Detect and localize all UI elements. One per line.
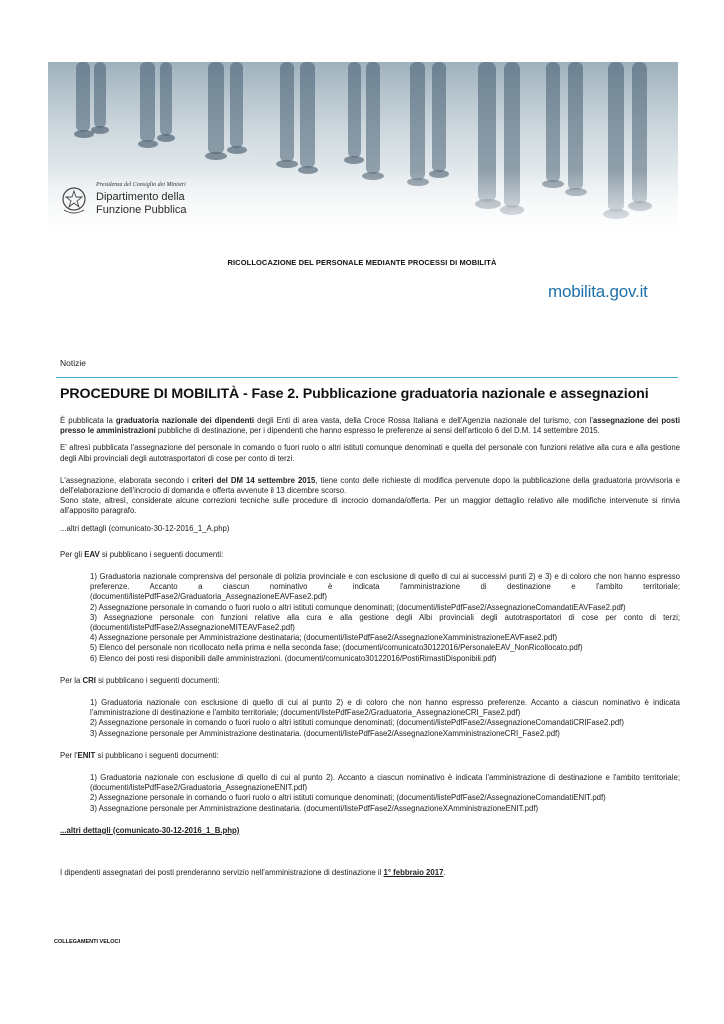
- list-item[interactable]: 3) Assegnazione personale con funzioni relative alla cura e alla gestione degli Albi provinciali degli autotrasportatori di cose per conto di terzi; (documenti/listePdfFase2/AssegnazioneMITEAVFase2.pdf): [90, 612, 680, 633]
- paragraph-3: L'assegnazione, elaborata secondo i criteri del DM 14 settembre 2015, tiene conto delle richieste di modifica pervenute dopo la pubblicazione della graduatoria provvisoria e dell'elaborazione dell'incrocio di domanda e offerta avvenute il 13 dicembre scorso.: [60, 475, 680, 496]
- list-item[interactable]: 4) Assegnazione personale per Amministrazione destinataria; (documenti/listePdfFase2/AssegnazioneXamministrazioneEAVFase2.pdf): [90, 633, 558, 643]
- list-item[interactable]: 1) Graduatoria nazionale con esclusione di quello di cui al punto 2). Accanto a ciascun nominativo è indicata l'amministrazione di destinazione e l'ambito territoriale; (documenti/listePdfFase2/Graduatoria_AssegnazioneENIT.pdf): [90, 773, 680, 793]
- site-subtitle: RICOLLOCAZIONE DEL PERSONALE MEDIANTE PROCESSI DI MOBILITÀ: [227, 258, 497, 267]
- list-item[interactable]: 5) Elenco del personale non ricollocato nella prima e nella seconda fase; (documenti/comunicato30122016/PersonaleEAV_NonRicollocato.pdf): [90, 643, 583, 653]
- enit-intro: Per l'ENIT si pubblicano i seguenti documenti:: [60, 750, 219, 760]
- cri-document-list: [90, 698, 680, 739]
- article: [60, 386, 680, 878]
- quick-links-heading[interactable]: COLLEGAMENTI VELOCI: [54, 939, 120, 945]
- paragraph-4: Sono state, altresì, considerate alcune correzioni tecniche sulle procedure di incrocio domanda/offerta. Per un maggior dettaglio relativo alle modifiche intervenute si rinvia all'apposito paragrafo.: [60, 496, 680, 516]
- final-note: I dipendenti assegnatari dei posti prenderanno servizio nell'amministrazione di destinazione il 1° febbraio 2017.: [60, 868, 446, 878]
- list-item[interactable]: 2) Assegnazione personale in comando o fuori ruolo o altri istituti comunque denominati; (documenti/listePdfFase2/AssegnazioneComandatiEAVFase2.pdf): [90, 602, 626, 612]
- department-name-line1: Dipartimento della: [96, 191, 185, 203]
- brand-text: mobilita.gov.it: [548, 282, 648, 301]
- enit-document-list: [90, 773, 680, 814]
- paragraph-1: È pubblicata la graduatoria nazionale dei dipendenti degli Enti di area vasta, della Croce Rossa Italiana e dell'Agenzia nazionale del turismo, con l'assegnazione dei posti presso le amministrazioni pubbliche di destinazione, per i dipendenti che hanno espresso le preferenze ai sensi dell'articolo 6 del D.M. 14 settembre 2015.: [60, 416, 680, 436]
- list-item[interactable]: 1) Graduatoria nazionale con esclusione di quello di cui al punto 2) e di coloro che non hanno espresso preferenze. Accanto a ciascun nominativo è indicata l'amministrazione di destinazione e l'ambito territoriale; (documenti/listePdfFase2/Graduatoria_AssegnazioneCRI_Fase2.pdf): [90, 698, 680, 718]
- eav-document-list: [90, 572, 680, 664]
- eav-intro: Per gli EAV si pubblicano i seguenti documenti:: [60, 549, 224, 559]
- section-divider: [56, 377, 678, 378]
- list-item[interactable]: 6) Elenco dei posti resi disponibili dalle amministrazioni. (documenti/comunicato30122016/PostiRimastiDisponibili.pdf): [90, 653, 497, 663]
- cri-intro: Per la CRI si pubblicano i seguenti documenti:: [60, 675, 220, 685]
- department-name-line2: Funzione Pubblica: [96, 204, 187, 216]
- presidency-label: Presidenza del Consiglio dei Ministri: [96, 182, 186, 188]
- emblem-icon: [60, 182, 88, 216]
- more-details-link-a[interactable]: ...altri dettagli (comunicato-30-12-2016_1_A.php): [60, 523, 230, 533]
- mobilita-logo[interactable]: [548, 282, 676, 308]
- list-item[interactable]: 3) Assegnazione personale per Amministrazione destinataria. (documenti/listePdfFase2/AssegnazioneXamministrazioneCRI_Fase2.pdf): [90, 728, 560, 738]
- section-label-notizie[interactable]: Notizie: [60, 358, 86, 368]
- article-title: PROCEDURE DI MOBILITÀ - Fase 2. Pubblicazione graduatoria nazionale e assegnazioni: [60, 386, 649, 402]
- more-details-link-b[interactable]: ...altri dettagli (comunicato-30-12-2016_1_B.php): [60, 825, 240, 835]
- list-item[interactable]: 1) Graduatoria nazionale comprensiva del personale di polizia provinciale e con esclusione di quello di cui ai successivi punti 2) e 3) e di coloro che non hanno espresso preferenze. Accanto a ciascun nominativo è indicata l'amministrazione di destinazione e l'ambito territoriale; (documenti/listePdfFase2/Graduatoria_AssegnazioneEAVFase2.pdf): [90, 572, 680, 602]
- paragraph-2: E' altresì pubblicata l'assegnazione del personale in comando o fuori ruolo o altri istituti comunque denominati e quella del personale con funzioni relative alla cura e alla gestione degli Albi provinciali degli autotrasportatori di cose per conto di terzi.: [60, 443, 680, 463]
- hero-banner: [48, 62, 678, 230]
- list-item[interactable]: 2) Assegnazione personale in comando o fuori ruolo o altri istituti comunque denominati; (documenti/listePdfFase2/AssegnazioneComandatiENIT.pdf): [90, 793, 606, 803]
- list-item[interactable]: 3) Assegnazione personale per Amministrazione destinataria. (documenti/listePdfFase2/AssegnazioneXAmministrazioneENIT.pdf): [90, 803, 539, 813]
- department-logo[interactable]: [60, 182, 250, 226]
- list-item[interactable]: 2) Assegnazione personale in comando o fuori ruolo o altri istituti comunque denominati; (documenti/listePdfFase2/AssegnazioneComandatiCRIFase2.pdf): [90, 718, 624, 728]
